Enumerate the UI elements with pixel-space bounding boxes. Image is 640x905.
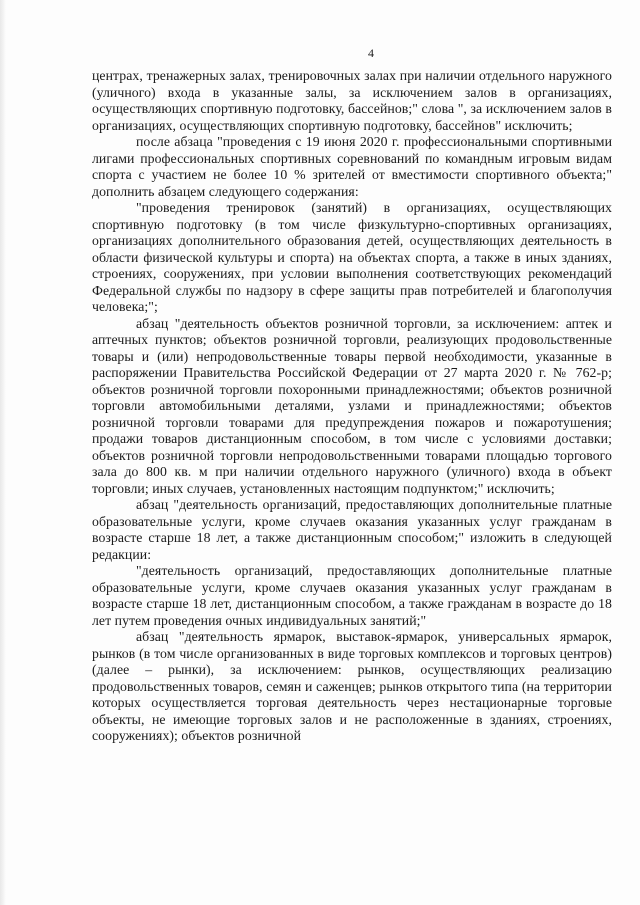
paragraph-fairs-markets: абзац "деятельность ярмарок, выставок-ярмарок, универсальных ярмарок, рынков (в том числе организованных в виде торговых комплексов и торговых центров) (далее – рынки), за исключением: рынков, осуществляющих реализацию продовольственных товаров, семян и саженцев; рынков открытого типа (на территории которых осуществляется торговая деятельность через нестационарные торговые объекты, не имеющие торговых залов и не расположенные в зданиях, строениях, сооружениях); объектов розничной xyxy=(92,629,612,743)
paragraph-amendment-sports-leagues: после абзаца "проведения с 19 июня 2020 г. профессиональными спортивными лигами профессиональных спортивных соревнований по командным игровым видам спорта с участием не более 10 % зрителей от вместимости спортивного объекта;" дополнить абзацем следующего содержания: xyxy=(92,134,612,199)
paragraph-quote-trainings: "проведения тренировок (занятий) в организациях, осуществляющих спортивную подготовку (в том числе физкультурно-спортивных организациях, организациях дополнительного образования детей, осуществляющих деятельность в области физической культуры и спорта) на объектах спорта, а также в иных зданиях, строениях, сооружениях, при условии выполнения соответствующих рекомендаций Федеральной службы по надзору в сфере защиты прав потребителей и благополучия человека;"; xyxy=(92,200,612,314)
paragraph-quote-education: "деятельность организаций, предоставляющих дополнительные платные образовательные услуги, кроме случаев оказания указанных услуг гражданам в возрасте старше 18 лет, дистанционным способом, а также гражданам в возрасте до 18 лет путем проведения очных индивидуальных занятий;" xyxy=(92,563,612,628)
paragraph-continuation: центрах, тренажерных залах, тренировочных залах при наличии отдельного наружного (уличного) входа в указанные залы, за исключением залов в организациях, осуществляющих спортивную подготовку, бассейнов;" слова ", за исключением залов в организациях, осуществляющих спортивную подготовку, бассейнов" исключить; xyxy=(92,68,612,133)
page-number: 4 xyxy=(368,46,374,60)
paragraph-education-services: абзац "деятельность организаций, предоставляющих дополнительные платные образовательные услуги, кроме случаев оказания указанных услуг гражданам в возрасте старше 18 лет, а также дистанционным способом;" изложить в следующей редакции: xyxy=(92,497,612,562)
scan-edge-shadow xyxy=(0,0,6,905)
document-body xyxy=(92,68,612,745)
paragraph-retail-exclusion: абзац "деятельность объектов розничной торговли, за исключением: аптек и аптечных пунктов; объектов розничной торговли, реализующих продовольственные товары и (или) непродовольственные товары первой необходимости, указанные в распоряжении Правительства Российской Федерации от 27 марта 2020 г. № 762-р; объектов розничной торговли похоронными принадлежностями; объектов розничной торговли автомобильными деталями, узлами и принадлежностями; объектов розничной торговли товарами для предупреждения пожаров и пожаротушения; продажи товаров дистанционным способом, в том числе с условиями доставки; объектов розничной торговли непродовольственными товарами площадью торгового зала до 800 кв. м при наличии отдельного наружного (уличного) входа в объект торговли; иных случаев, установленных настоящим подпунктом;" исключить; xyxy=(92,315,612,496)
